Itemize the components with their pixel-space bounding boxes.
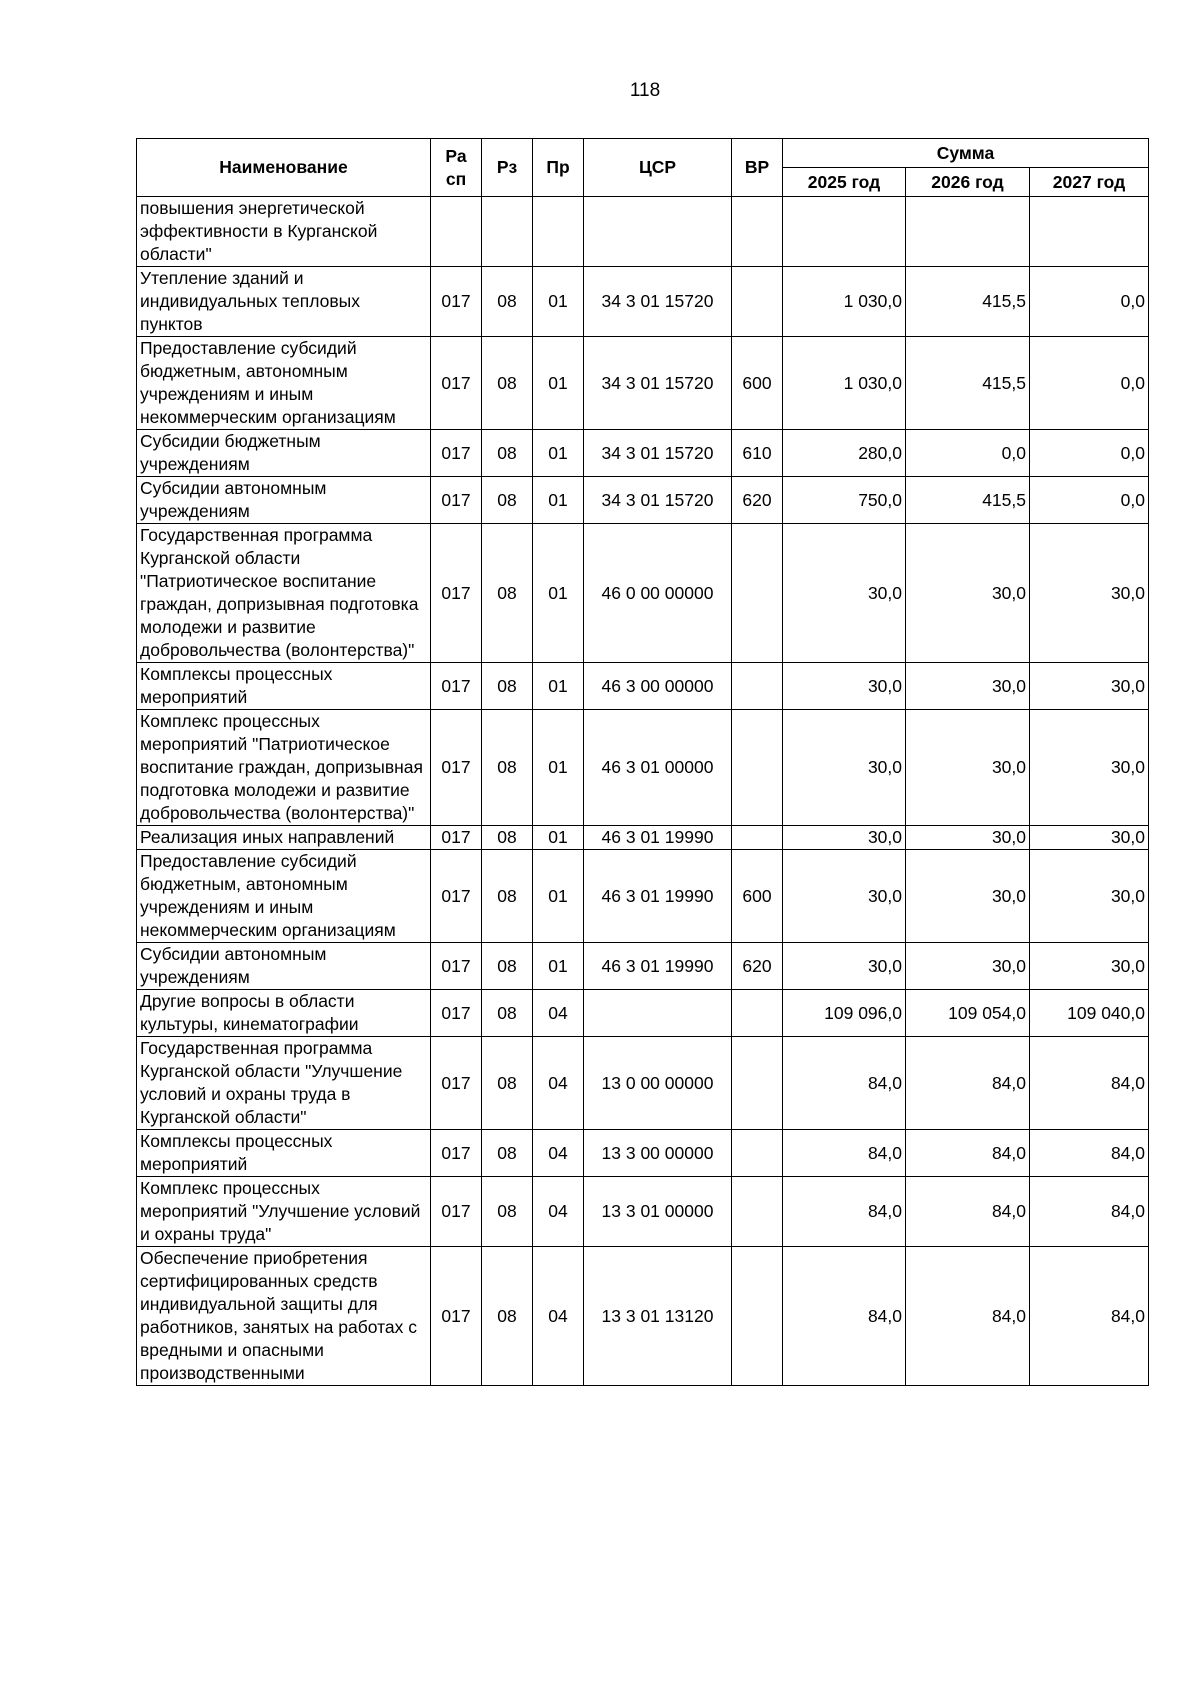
row-sum-2026: 30,0	[906, 850, 1030, 943]
row-rasp: 017	[431, 337, 482, 430]
row-vr: 620	[732, 943, 783, 990]
row-vr	[732, 1247, 783, 1386]
row-rasp: 017	[431, 524, 482, 663]
row-vr	[732, 826, 783, 850]
table-row	[137, 1130, 1149, 1177]
row-vr	[732, 710, 783, 826]
header-2027: 2027 год	[1030, 168, 1149, 197]
row-pr: 01	[533, 477, 584, 524]
row-sum-2027: 30,0	[1030, 710, 1149, 826]
row-sum-2027: 30,0	[1030, 850, 1149, 943]
row-csr: 13 3 00 00000	[584, 1130, 732, 1177]
header-csr: ЦСР	[584, 139, 732, 197]
table-row	[137, 430, 1149, 477]
row-rz: 08	[482, 943, 533, 990]
row-sum-2025: 30,0	[783, 826, 906, 850]
row-sum-2027: 0,0	[1030, 430, 1149, 477]
header-rz: Рз	[482, 139, 533, 197]
row-csr: 13 3 01 00000	[584, 1177, 732, 1247]
row-rasp: 017	[431, 990, 482, 1037]
row-name: Комплексы процессных мероприятий	[137, 1130, 431, 1177]
row-name: Комплексы процессных мероприятий	[137, 663, 431, 710]
table-row	[137, 826, 1149, 850]
row-sum-2026	[906, 197, 1030, 267]
row-vr	[732, 1130, 783, 1177]
row-rz: 08	[482, 826, 533, 850]
row-rasp: 017	[431, 1130, 482, 1177]
row-name: Реализация иных направлений	[137, 826, 431, 850]
row-sum-2027: 30,0	[1030, 663, 1149, 710]
row-rz: 08	[482, 430, 533, 477]
row-rasp: 017	[431, 430, 482, 477]
row-sum-2026: 30,0	[906, 524, 1030, 663]
row-name: Государственная программа Курганской области "Патриотическое воспитание граждан, допризывная подготовка молодежи и развитие добровольчества (волонтерства)"	[137, 524, 431, 663]
table-row	[137, 943, 1149, 990]
row-sum-2027: 30,0	[1030, 524, 1149, 663]
row-rasp: 017	[431, 710, 482, 826]
row-sum-2026: 415,5	[906, 477, 1030, 524]
row-sum-2027: 30,0	[1030, 826, 1149, 850]
row-vr	[732, 1037, 783, 1130]
row-vr	[732, 663, 783, 710]
row-rasp	[431, 197, 482, 267]
row-name: Утепление зданий и индивидуальных тепловых пунктов	[137, 267, 431, 337]
row-sum-2025: 84,0	[783, 1247, 906, 1386]
row-csr: 46 3 01 19990	[584, 850, 732, 943]
row-pr: 04	[533, 1177, 584, 1247]
row-vr	[732, 990, 783, 1037]
row-pr: 01	[533, 524, 584, 663]
row-name: Комплекс процессных мероприятий "Улучшение условий и охраны труда"	[137, 1177, 431, 1247]
row-sum-2026: 84,0	[906, 1247, 1030, 1386]
header-vr: ВР	[732, 139, 783, 197]
row-name: Субсидии автономным учреждениям	[137, 477, 431, 524]
header-pr: Пр	[533, 139, 584, 197]
row-sum-2027: 84,0	[1030, 1177, 1149, 1247]
table-row	[137, 663, 1149, 710]
table-row	[137, 524, 1149, 663]
row-sum-2026: 415,5	[906, 267, 1030, 337]
header-2025: 2025 год	[783, 168, 906, 197]
row-vr	[732, 1177, 783, 1247]
row-name: Другие вопросы в области культуры, кинематографии	[137, 990, 431, 1037]
row-csr: 13 0 00 00000	[584, 1037, 732, 1130]
table-row	[137, 197, 1149, 267]
row-rasp: 017	[431, 663, 482, 710]
row-pr: 01	[533, 850, 584, 943]
row-rz: 08	[482, 1037, 533, 1130]
row-sum-2026: 84,0	[906, 1130, 1030, 1177]
row-rasp: 017	[431, 943, 482, 990]
row-name: Комплекс процессных мероприятий "Патриотическое воспитание граждан, допризывная подготовка молодежи и развитие добровольчества (волонтерства)"	[137, 710, 431, 826]
header-rasp-line1: Ра	[445, 145, 467, 166]
row-pr: 01	[533, 663, 584, 710]
row-vr	[732, 197, 783, 267]
row-vr: 620	[732, 477, 783, 524]
row-rasp: 017	[431, 267, 482, 337]
row-rasp: 017	[431, 826, 482, 850]
row-sum-2027: 0,0	[1030, 267, 1149, 337]
table-row	[137, 1247, 1149, 1386]
row-csr: 46 3 01 19990	[584, 943, 732, 990]
row-rz: 08	[482, 337, 533, 430]
header-2026: 2026 год	[906, 168, 1030, 197]
row-sum-2025: 30,0	[783, 663, 906, 710]
row-sum-2025: 30,0	[783, 850, 906, 943]
row-sum-2025: 109 096,0	[783, 990, 906, 1037]
table-row	[137, 1177, 1149, 1247]
header-sum: Сумма	[783, 139, 1149, 168]
table-row	[137, 850, 1149, 943]
row-rz: 08	[482, 524, 533, 663]
row-sum-2025	[783, 197, 906, 267]
row-sum-2027	[1030, 197, 1149, 267]
row-rasp: 017	[431, 1247, 482, 1386]
row-pr: 01	[533, 430, 584, 477]
row-name: Предоставление субсидий бюджетным, автономным учреждениям и иным некоммерческим организациям	[137, 337, 431, 430]
row-sum-2026: 109 054,0	[906, 990, 1030, 1037]
row-sum-2026: 30,0	[906, 663, 1030, 710]
table-body	[137, 197, 1149, 1386]
row-pr: 01	[533, 826, 584, 850]
row-sum-2026: 30,0	[906, 943, 1030, 990]
row-sum-2026: 30,0	[906, 826, 1030, 850]
row-rz: 08	[482, 267, 533, 337]
row-pr: 01	[533, 267, 584, 337]
row-csr: 46 3 00 00000	[584, 663, 732, 710]
row-sum-2027: 30,0	[1030, 943, 1149, 990]
row-name: Предоставление субсидий бюджетным, автономным учреждениям и иным некоммерческим организациям	[137, 850, 431, 943]
row-rz: 08	[482, 990, 533, 1037]
row-sum-2026: 0,0	[906, 430, 1030, 477]
row-sum-2025: 30,0	[783, 943, 906, 990]
table-row	[137, 990, 1149, 1037]
row-csr: 34 3 01 15720	[584, 337, 732, 430]
budget-table	[136, 138, 1149, 1386]
row-rz: 08	[482, 477, 533, 524]
row-rz: 08	[482, 710, 533, 826]
table-row	[137, 267, 1149, 337]
row-sum-2027: 0,0	[1030, 477, 1149, 524]
row-vr: 600	[732, 337, 783, 430]
row-sum-2025: 280,0	[783, 430, 906, 477]
row-rasp: 017	[431, 850, 482, 943]
row-sum-2026: 84,0	[906, 1037, 1030, 1130]
header-rasp	[431, 139, 482, 197]
row-rz	[482, 197, 533, 267]
row-vr	[732, 524, 783, 663]
row-csr	[584, 990, 732, 1037]
row-rz: 08	[482, 850, 533, 943]
row-vr: 600	[732, 850, 783, 943]
row-csr	[584, 197, 732, 267]
row-csr: 34 3 01 15720	[584, 267, 732, 337]
header-rasp-line2: сп	[445, 168, 467, 189]
row-pr: 01	[533, 943, 584, 990]
row-sum-2027: 109 040,0	[1030, 990, 1149, 1037]
row-sum-2025: 84,0	[783, 1037, 906, 1130]
table-row	[137, 710, 1149, 826]
header-name: Наименование	[137, 139, 431, 197]
row-name: Обеспечение приобретения сертифицированных средств индивидуальной защиты для работников, занятых на работах с вредными и опасными производственными	[137, 1247, 431, 1386]
row-pr	[533, 197, 584, 267]
row-name: Субсидии бюджетным учреждениям	[137, 430, 431, 477]
row-sum-2026: 84,0	[906, 1177, 1030, 1247]
row-rasp: 017	[431, 1177, 482, 1247]
row-pr: 04	[533, 1247, 584, 1386]
row-sum-2025: 84,0	[783, 1130, 906, 1177]
row-name: повышения энергетической эффективности в Курганской области"	[137, 197, 431, 267]
row-csr: 46 3 01 19990	[584, 826, 732, 850]
table-row	[137, 337, 1149, 430]
row-rz: 08	[482, 1247, 533, 1386]
row-sum-2025: 30,0	[783, 524, 906, 663]
row-pr: 01	[533, 337, 584, 430]
page-number: 118	[629, 80, 661, 101]
table-row	[137, 1037, 1149, 1130]
row-sum-2027: 84,0	[1030, 1130, 1149, 1177]
table-row	[137, 477, 1149, 524]
row-csr: 46 0 00 00000	[584, 524, 732, 663]
row-sum-2026: 415,5	[906, 337, 1030, 430]
row-rasp: 017	[431, 1037, 482, 1130]
row-sum-2025: 750,0	[783, 477, 906, 524]
row-sum-2025: 30,0	[783, 710, 906, 826]
table-header	[137, 139, 1149, 197]
row-sum-2025: 1 030,0	[783, 337, 906, 430]
row-sum-2027: 84,0	[1030, 1037, 1149, 1130]
row-sum-2027: 0,0	[1030, 337, 1149, 430]
row-sum-2025: 84,0	[783, 1177, 906, 1247]
row-sum-2027: 84,0	[1030, 1247, 1149, 1386]
row-csr: 46 3 01 00000	[584, 710, 732, 826]
row-vr	[732, 267, 783, 337]
row-vr: 610	[732, 430, 783, 477]
row-name: Государственная программа Курганской области "Улучшение условий и охраны труда в Курганской области"	[137, 1037, 431, 1130]
row-csr: 34 3 01 15720	[584, 430, 732, 477]
row-rasp: 017	[431, 477, 482, 524]
row-name: Субсидии автономным учреждениям	[137, 943, 431, 990]
row-sum-2025: 1 030,0	[783, 267, 906, 337]
row-pr: 04	[533, 990, 584, 1037]
row-pr: 01	[533, 710, 584, 826]
row-csr: 34 3 01 15720	[584, 477, 732, 524]
row-rz: 08	[482, 1130, 533, 1177]
row-pr: 04	[533, 1130, 584, 1177]
row-rz: 08	[482, 1177, 533, 1247]
row-pr: 04	[533, 1037, 584, 1130]
row-sum-2026: 30,0	[906, 710, 1030, 826]
row-rz: 08	[482, 663, 533, 710]
row-csr: 13 3 01 13120	[584, 1247, 732, 1386]
